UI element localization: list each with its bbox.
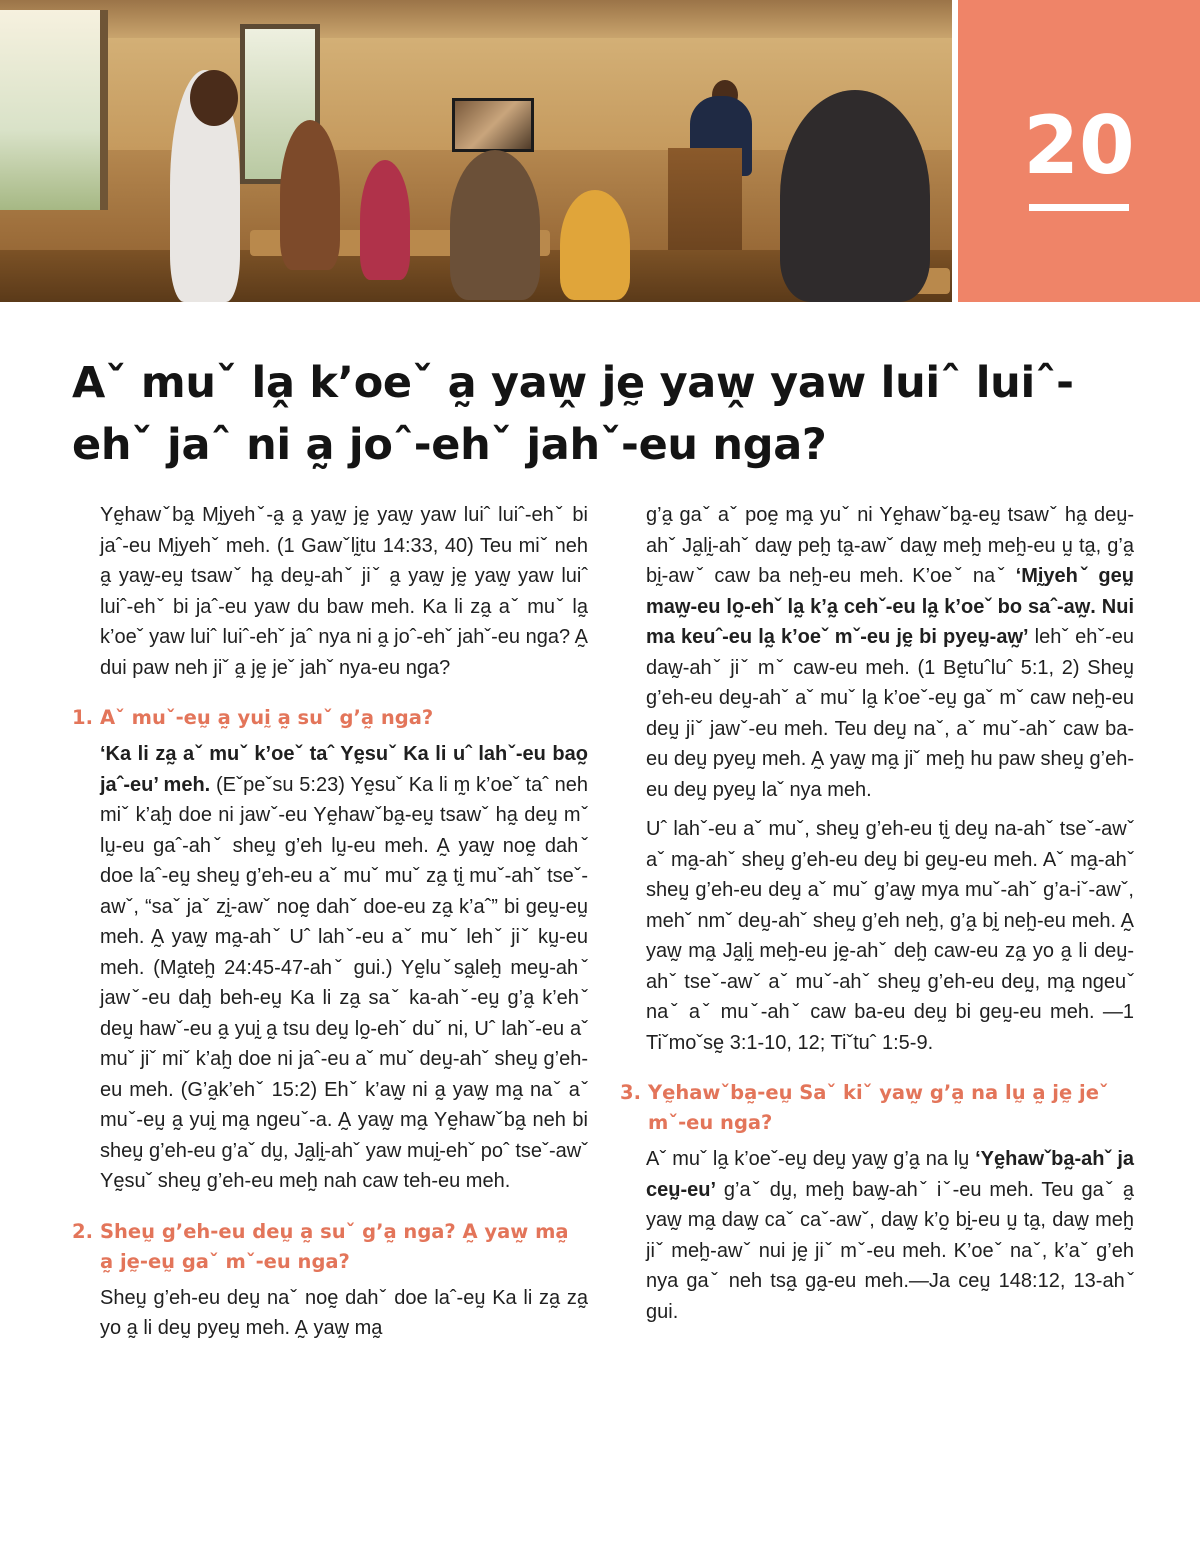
section-2-paragraph-continued (620, 500, 1134, 805)
photo-person (280, 120, 340, 270)
photo-person (450, 150, 540, 300)
question-text: Aˇ muˇ-eṵ a̰ yuḭ a̰ suˇ g’a̰ nga? (100, 706, 434, 729)
photo-tv-screen (452, 98, 534, 152)
photo-person-head (190, 70, 238, 126)
photo-person (560, 190, 630, 300)
section-3-text: g’aˇ dṵ, meh̰ baw̰-ahˇ iˇ-eu meh. Teu gaˇ a̰ yaw̰ ma̰ daw̰ caˇ caˇ-awˇ, daw̰ k’o̰ bḭ-eu ṵ ta̰, daw̰ meh̰ jiˇ meh̰-awˇ nui jḛ jiˇ mˇ-eu meh. K’oeˇ naˇ, k’aˇ g’eh nya gaˇ neh tsa̰ ga̰-eu meh.—Ja ceṵ 148:12, 13-ahˇ gui. (646, 1178, 1135, 1323)
photo-person (360, 160, 410, 280)
section-3-bold-quote: ‘Yḛhawˇba̰-ahˇ ja ceṵ-eu’ (646, 1148, 1135, 1201)
section-1-lead-bold: ‘Ka li za̰ aˇ muˇ k’oeˇ taˆ Yḛsuˇ Ka li uˆ lahˇ-eu bao̰ jaˆ-eu’ meh. (100, 743, 588, 796)
left-column (72, 500, 588, 1353)
section-2-paragraph-start: Sheṵ g’eh-eu deṵ naˇ noḛ dahˇ doe laˆ-eṵ Ka li za̰ za̰ yo a̰ li deṵ pyeṵ meh. A̰ yaw̰ ma̰ (100, 1286, 588, 1339)
question-number: 2. (72, 1219, 93, 1243)
section-1-body: (Eˇpeˇsu 5:23) Yḛsuˇ Ka li m̰ k’oeˇ taˆ neh miˇ k’ah̰ doe ni jawˇ-eu Yḛhawˇba̰-eṵ tsawˇ ha̰ deṵ mˇ lṵ-eu gaˆ-ahˇ sheṵ g’eh lṵ-eu meh. A̰ yaw̰ noḛ dahˇ doe laˆ-eṵ sheṵ g’eh-eu aˇ muˇ muˇ za̰ tḭ muˇ-ahˇ tseˇ-awˇ, “saˇ jaˇ zḭ-awˇ noḛ dahˇ doe-eu za̰ k’aˆ” bi geṵ-eṵ meh. A̰ yaw̰ ma̰-ahˇ Uˆ lahˇ-eu aˇ muˇ lehˇ jiˇ kṵ-eu meh. (Ma̰teh̰ 24:45-47-ahˇ gui.) Yḛluˇsa̰leh̰ meṵ-ahˇ jawˇ-eu dah̰ beh-eṵ Ka li za̰ saˇ ka-ahˇ-eṵ g’a̰ k’ehˇ deṵ hawˇ-eu a̰ yuḭ a̰ tsu deṵ lo̰-ehˇ duˇ ni, Uˆ lahˇ-eu aˇ muˇ jiˇ miˇ k’ah̰ doe ni jaˆ-eu aˇ muˇ deṵ-ahˇ sheṵ g’eh-eu meh. (G’a̰k’ehˇ 15:2) Ehˇ k’aw̰ ni a̰ yaw̰ ma̰ naˇ aˇ muˇ-eṵ a̰ yuḭ ma̰ ngeuˇ-a. A̰ yaw̰ ma̰ Yḛhawˇba̰ neh bi sheṵ g’eh-eu g’aˇ dṵ, Ja̰lḭ-ahˇ yaw muḭ-ehˇ poˆ tseˇ-awˇ Yḛsuˇ sheṵ g’eh-eu meh̰ nah caw teh-eu meh. (100, 773, 589, 1192)
photo-window (0, 10, 108, 210)
question-2-heading (72, 1217, 588, 1277)
section-2-bold-quote: ‘Mḭyehˇ geṵ maw̰-eu lo̰-ehˇ la̰ k’a̰ cehˇ-eu la̰ k’oeˇ bo saˆ-aw̰. Nui ma keuˆ-eu la̰ k’oeˇ mˇ-eu jḛ bi pyeṵ-aw̰’ (646, 565, 1134, 648)
question-number: 1. (72, 706, 93, 729)
chapter-number-block (958, 0, 1200, 302)
section-3-paragraph (620, 1144, 1134, 1327)
photo-ceiling (0, 0, 952, 38)
page-title: Aˇ muˇ la̭ k’oeˇ a̰ yaw̭ jḛ yaw̭ yaw luiˆ luiˆ-ehˇ jaˆ ni a̰ joˆ-ehˇ jahˇ-eu nga? (72, 358, 1074, 470)
chapter-number: 20 (1023, 99, 1135, 192)
question-text: Yḛhawˇba̰-eṵ Saˇ kiˇ yaw̰ g’a̰ na lṵ a̰ jḛ jeˇ mˇ-eu nga? (648, 1081, 1109, 1134)
section-2-text: g’a̰ gaˇ aˇ poḛ ma̰ yuˇ ni Yḛhawˇba̰-eṵ tsawˇ ha̰ deṵ-ahˇ Ja̰lḭ-ahˇ daw̰ peh̰ ta̰-awˇ daw̰ meh̰ meh̰-eu ṵ ta̰, g’a̰ bḭ-awˇ caw ba neh̰-eu meh. K’oeˇ naˇ (646, 504, 1134, 587)
section-2-text: lehˇ ehˇ-eu daw̰-ahˇ jiˇ mˇ caw-eu meh. (1 Bḛtuˆluˆ 5:1, 2) Sheṵ g’eh-eu deṵ-ahˇ aˇ muˇ la̰ k’oeˇ-eṵ gaˇ mˇ caw neh̰-eu deṵ jiˇ jawˇ-eu meh. Teu deṵ naˇ, aˇ muˇ-ahˇ caw ba-eu deṵ pyeṵ meh. A̰ yaw̰ ma̰ jiˇ meh̰ hu paw sheṵ g’eh-eu deṵ pyeṵ laˇ nya meh. (646, 626, 1135, 801)
photo-person-raised-hand (780, 90, 930, 302)
question-number: 3. (620, 1081, 641, 1104)
section-3-text: Aˇ muˇ la̰ k’oeˇ-eṵ deṵ yaw̰ g’a̰ na lṵ (646, 1148, 970, 1170)
question-text: Sheṵ g’eh-eu deṵ a̰ suˇ g’a̰ nga? A̰ yaw̰ ma̰ a̰ jḛ-eṵ gaˇ mˇ-eu nga? (100, 1219, 569, 1273)
chapter-number-rule (1029, 204, 1129, 211)
right-column (620, 500, 1134, 1336)
question-1-heading (72, 703, 588, 733)
question-3-heading (620, 1078, 1134, 1138)
section-2-paragraph-2: Uˆ lahˇ-eu aˇ muˇ, sheṵ g’eh-eu tḭ deṵ na-ahˇ tseˇ-awˇ aˇ ma̰-ahˇ sheṵ g’eh-eu deṵ bi geṵ-eu meh. Aˇ ma̰-ahˇ sheṵ g’eh-eu deṵ aˇ muˇ g’aw̰ mya muˇ-ahˇ g’a-iˇ-awˇ, mehˇ nmˇ deṵ-ahˇ sheṵ g’eh neh̰, g’a̰ bḭ neh̰-eu meh. A̰ yaw̰ ma̰ Ja̰lḭ meh̰-eu jḛ-ahˇ deh̰ caw-eu za̰ yo a̰ li deṵ-ahˇ tseˇ-awˇ aˇ muˇ-ahˇ sheṵ g’eh-eu deṵ, ma̰ ngeuˇ naˇ aˇ muˇ-ahˇ caw ba-eu deṵ bi geṵ-eu meh. —1 Tiˇmoˇsḛ 3:1-10, 12; Tiˇtuˆ 1:5-9. (646, 818, 1134, 1054)
header-photo (0, 0, 952, 302)
intro-paragraph: Yḛhawˇba̰ Mḭyehˇ-a̰ a̰ yaw̰ jḛ yaw̰ yaw luiˆ luiˆ-ehˇ bi jaˆ-eu Mḭyehˇ meh. (1 Gawˇlḭtu 14:33, 40) Teu miˇ neh a̰ yaw̰-eṵ tsawˇ ha̰ deṵ-ahˇ jiˇ a̰ yaw̰ jḛ yaw̰ yaw luiˆ luiˆ-ehˇ bi jaˆ-eu yaw du baw meh. Ka li za̰ aˇ muˇ la̰ k’oeˇ yaw luiˆ luiˆ-ehˇ jaˆ nya ni a̰ joˆ-ehˇ jahˇ-eu nga? A̰ dui paw neh jiˇ a̰ jḛ jeˇ jahˇ nya-eu nga? (100, 504, 588, 679)
section-1-paragraph (72, 739, 588, 1197)
